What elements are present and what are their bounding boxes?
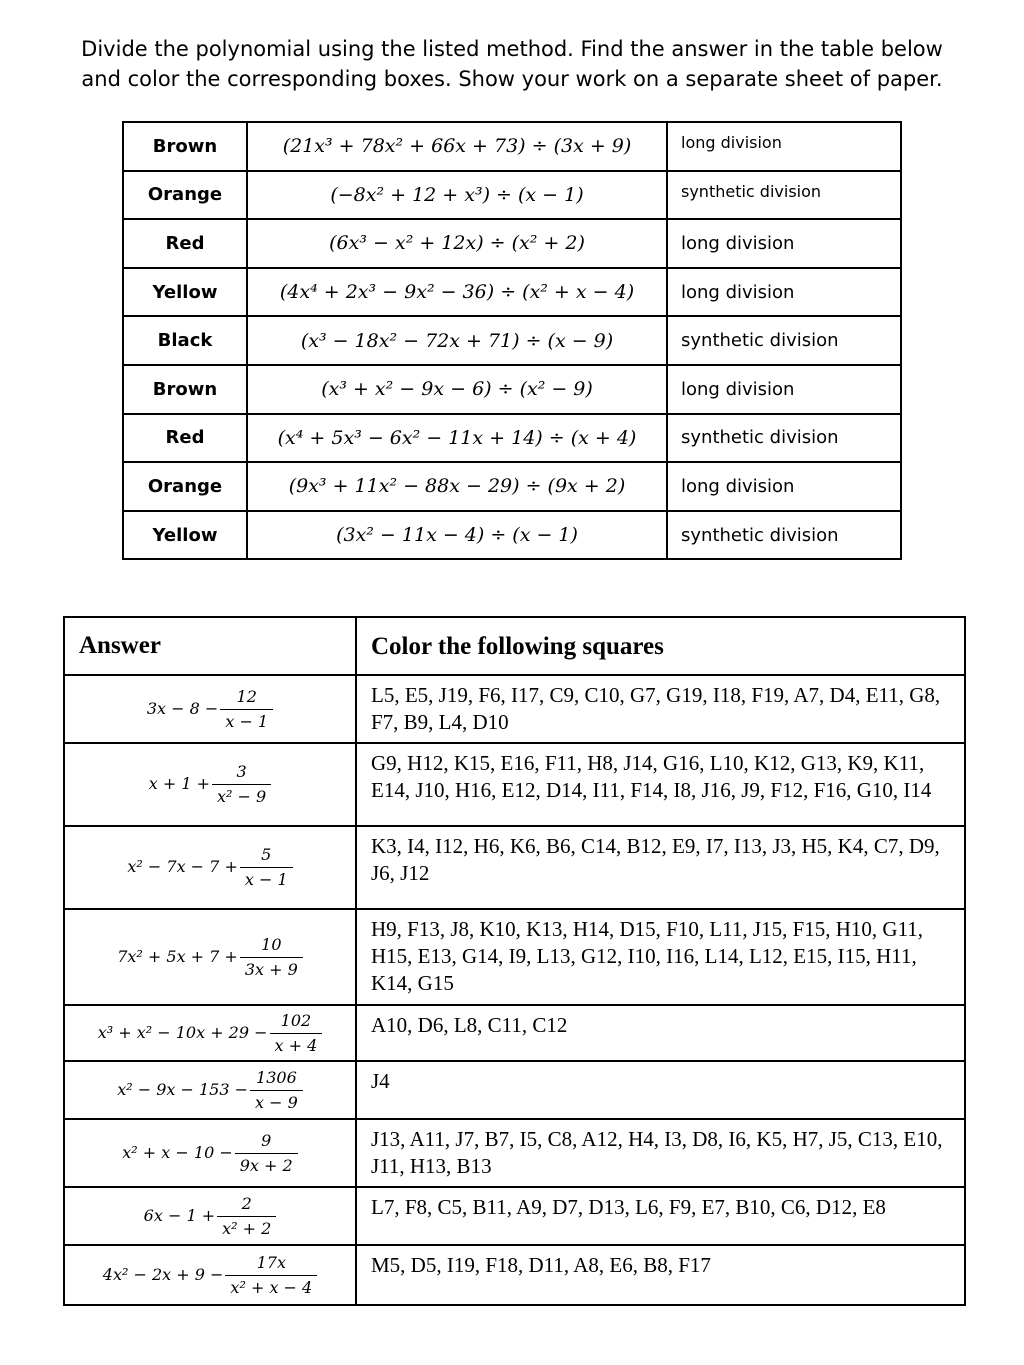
fraction-denominator: x² + x − 4 (230, 1277, 313, 1297)
answer-row (64, 743, 965, 826)
answer-fraction (240, 933, 303, 982)
fraction-denominator: 9x + 2 (239, 1155, 293, 1175)
fraction-denominator: x − 1 (244, 870, 288, 889)
problem-expression: (21x³ + 78x² + 66x + 73) ÷ (3x + 9) (247, 122, 667, 171)
answer-cell (64, 909, 356, 1005)
problem-method: long division (667, 462, 901, 511)
instructions (40, 34, 984, 94)
problem-color: Red (123, 414, 247, 463)
fraction-numerator: 17x (225, 1251, 317, 1276)
fraction-numerator: 9 (235, 1129, 298, 1154)
answer-lead: x + 1 + (148, 774, 211, 793)
squares-column-header: Color the following squares (356, 617, 965, 675)
answer-cell (64, 1061, 356, 1119)
answer-cell (64, 743, 356, 826)
answer-fraction (270, 1009, 323, 1058)
problem-row (123, 511, 901, 560)
answer-row (64, 826, 965, 909)
answer-lead: 6x − 1 + (143, 1205, 216, 1225)
problem-row (123, 171, 901, 220)
answer-column-header: Answer (64, 617, 356, 675)
problem-color: Brown (123, 122, 247, 171)
answer-fraction (250, 1066, 303, 1115)
answer-cell (64, 1119, 356, 1187)
answer-row (64, 1245, 965, 1305)
answer-cell (64, 675, 356, 743)
fraction-numerator: 5 (240, 843, 293, 868)
fraction-numerator: 1306 (250, 1066, 303, 1091)
answer-lead: 4x² − 2x + 9 − (102, 1264, 224, 1284)
problem-color: Orange (123, 171, 247, 220)
problem-expression: (4x⁴ + 2x³ − 9x² − 36) ÷ (x² + x − 4) (247, 268, 667, 317)
answer-cell (64, 1005, 356, 1061)
answers-header-row (64, 617, 965, 675)
answer-row (64, 1005, 965, 1061)
problem-method: synthetic division (667, 316, 901, 365)
fraction-numerator: 10 (240, 933, 303, 958)
answer-row (64, 675, 965, 743)
fraction-denominator: x − 1 (225, 711, 269, 731)
fraction-denominator: 3x + 9 (244, 959, 298, 979)
squares-list: L7, F8, C5, B11, A9, D7, D13, L6, F9, E7, B10, C6, D12, E8 (356, 1187, 965, 1245)
problem-method: synthetic division (667, 511, 901, 560)
fraction-denominator: x² + 2 (222, 1218, 272, 1238)
problem-expression: (6x³ − x² + 12x) ÷ (x² + 2) (247, 219, 667, 268)
problem-color: Yellow (123, 511, 247, 560)
answer-fraction (235, 1129, 298, 1178)
fraction-numerator: 2 (217, 1192, 276, 1217)
answer-lead: x² − 7x − 7 + (127, 857, 238, 876)
answer-row (64, 1119, 965, 1187)
instructions-line-1: Divide the polynomial using the listed method. Find the answer in the table below (81, 37, 943, 61)
answer-lead: x² − 9x − 153 − (117, 1079, 249, 1099)
problem-expression: (x⁴ + 5x³ − 6x² − 11x + 14) ÷ (x + 4) (247, 414, 667, 463)
problem-row (123, 268, 901, 317)
problem-row (123, 365, 901, 414)
problem-row (123, 316, 901, 365)
answer-cell (64, 1187, 356, 1245)
squares-list: M5, D5, I19, F18, D11, A8, E6, B8, F17 (356, 1245, 965, 1305)
answer-fraction (220, 685, 273, 734)
answer-lead: x³ + x² − 10x + 29 − (97, 1022, 268, 1042)
fraction-numerator: 102 (270, 1009, 323, 1034)
squares-list: H9, F13, J8, K10, K13, H14, D15, F10, L11, J15, F15, H10, G11, H15, E13, G14, I9, L13, G12, I10, I16, L14, L12, E15, I15, H11, K14, G15 (356, 909, 965, 1005)
problem-method: long division (667, 365, 901, 414)
problem-color: Orange (123, 462, 247, 511)
squares-list: L5, E5, J19, F6, I17, C9, C10, G7, G19, I18, F19, A7, D4, E11, G8, F7, B9, L4, D10 (356, 675, 965, 743)
answer-fraction (217, 1192, 276, 1241)
problem-method: synthetic division (667, 171, 901, 220)
answer-row (64, 1061, 965, 1119)
squares-list: J13, A11, J7, B7, I5, C8, A12, H4, I3, D8, I6, K5, H7, J5, C13, E10, J11, H13, B13 (356, 1119, 965, 1187)
answer-lead: 3x − 8 − (146, 698, 219, 718)
answer-fraction (212, 760, 271, 809)
problem-expression: (−8x² + 12 + x³) ÷ (x − 1) (247, 171, 667, 220)
problem-expression: (3x² − 11x − 4) ÷ (x − 1) (247, 511, 667, 560)
answer-row (64, 1187, 965, 1245)
squares-list: A10, D6, L8, C11, C12 (356, 1005, 965, 1061)
answer-lead: 7x² + 5x + 7 + (117, 946, 238, 966)
squares-list: G9, H12, K15, E16, F11, H8, J14, G16, L10, K12, G13, K9, K11, E14, J10, H16, E12, D14, I11, F14, I8, J16, J9, F12, F16, G10, I14 (356, 743, 965, 826)
answer-cell (64, 1245, 356, 1305)
answer-lead: x² + x − 10 − (122, 1142, 233, 1162)
problem-row (123, 462, 901, 511)
fraction-denominator: x − 9 (255, 1092, 298, 1112)
problem-expression: (x³ − 18x² − 72x + 71) ÷ (x − 9) (247, 316, 667, 365)
fraction-numerator: 12 (220, 685, 273, 710)
fraction-numerator: 3 (212, 760, 271, 785)
problem-expression: (x³ + x² − 9x − 6) ÷ (x² − 9) (247, 365, 667, 414)
problem-row (123, 219, 901, 268)
answer-fraction (225, 1251, 317, 1300)
problem-method: long division (667, 122, 901, 171)
problem-color: Yellow (123, 268, 247, 317)
answer-row (64, 909, 965, 1005)
answers-table (63, 616, 966, 1306)
answer-fraction (240, 843, 293, 892)
problem-row (123, 122, 901, 171)
problem-color: Red (123, 219, 247, 268)
problems-table (122, 121, 902, 560)
fraction-denominator: x² − 9 (217, 787, 267, 806)
problem-color: Black (123, 316, 247, 365)
instructions-line-2: and color the corresponding boxes. Show your work on a separate sheet of paper. (81, 67, 943, 91)
problem-method: synthetic division (667, 414, 901, 463)
problem-method: long division (667, 219, 901, 268)
squares-list: K3, I4, I12, H6, K6, B6, C14, B12, E9, I7, I13, J3, H5, K4, C7, D9, J6, J12 (356, 826, 965, 909)
problem-method: long division (667, 268, 901, 317)
problem-color: Brown (123, 365, 247, 414)
squares-list: J4 (356, 1061, 965, 1119)
problem-row (123, 414, 901, 463)
problem-expression: (9x³ + 11x² − 88x − 29) ÷ (9x + 2) (247, 462, 667, 511)
answer-cell (64, 826, 356, 909)
fraction-denominator: x + 4 (274, 1035, 318, 1055)
